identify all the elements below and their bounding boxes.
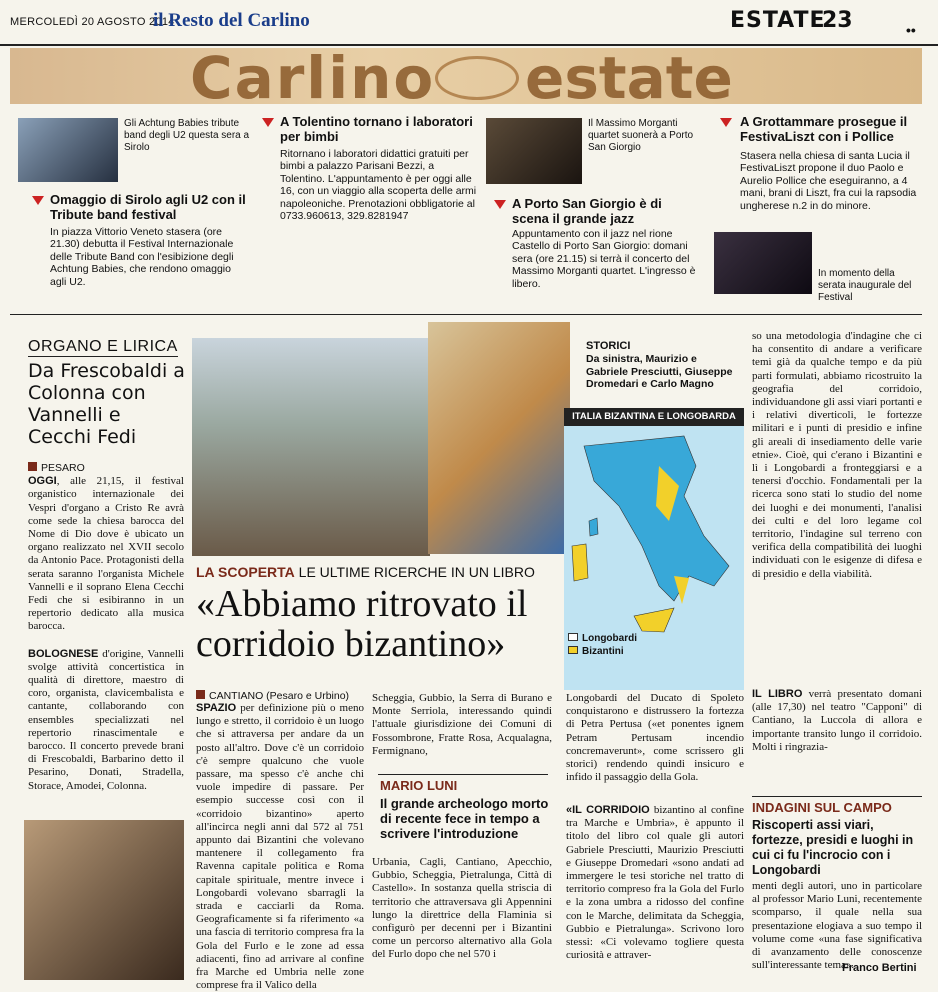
historians-photo xyxy=(192,338,430,556)
col3-text: Longobardi del Ducato di Spoleto conquistarono e distrussero la fortezza di Petra Pertusa («et ponentes ignem Petram Pertusam incendio concremaverunt», come scrissero gli storici) rendendo quindi insicuro e infido il passaggio della Gola. xyxy=(566,692,744,784)
divider xyxy=(752,796,922,797)
carlo-magno-illustration xyxy=(428,322,570,554)
masthead: il Resto del Carlino xyxy=(153,10,310,31)
box-kicker: MARIO LUNI xyxy=(380,778,458,793)
page-number: 23 xyxy=(822,8,853,33)
photo-caption-head: STORICI xyxy=(586,340,631,352)
legend-label: Bizantini xyxy=(582,646,624,657)
brief-text: Stasera nella chiesa di santa Lucia il FestivaLiszt propone il duo Paolo e Aurelio Pollice che eseguiranno, a 4 mani, brani di Liszt, fra cui la rapsodia ungherese n.2 in do minore. xyxy=(740,150,917,212)
kicker xyxy=(196,564,535,580)
legend-swatch-bizantini xyxy=(568,646,578,654)
triangle-icon xyxy=(32,196,44,205)
festivaliszt-photo xyxy=(714,232,812,294)
col2b-text: Urbania, Cagli, Cantiano, Apecchio, Gubbio, Scheggia, Pietralunga, Città di Castello». In sostanza quella striscia di territorio che attraversava gli Appennini lungo la direttrice della Flaminia si configurò per decenni per i Bizantini come un percorso alternativo alla Gola del Furlo dopo che nel 570 i xyxy=(372,856,552,961)
headline: «Abbiamo ritrovato il corridoio bizantino» xyxy=(196,583,528,665)
u2-tribute-photo xyxy=(18,118,118,182)
paragraph: verrà presentato domani (alle 17,30) nel teatro "Capponi" di Cantiano, la Luccola di allora e importante transito lungo il corridoio. Molti i ringrazia- xyxy=(752,688,922,753)
paragraph: per definizione più o meno lungo e stretto, il corridoio è un luogo che si attraversa per andare da un posto all'altro. Dove c'è un corridoio c'è sempre qualcuno che vuole passare, ma spesso c'è anche chi vuole impedire di passare. Per esempio successe così con il «corridoio bizantino» aperto all'incirca negli anni dal 572 al 751 appunto dai Bizantini che volevano mantenere il collegamento fra Ravenna capitale politica e Roma capitale spirituale, mentre invece i Longobardi volevano sbarragli la strada e cacciarli da Roma. Geograficamente si fa riferimento «a una fascia di territorio compresa fra la Gola del Furlo e le zone ad essa adiacenti, fino ad arrivare al confine fra Marche ed Umbria nelle zone comprese fra il Valico della xyxy=(196,702,364,992)
lead-word: IL LIBRO xyxy=(752,688,803,700)
organ-body xyxy=(28,462,184,793)
byline: Franco Bertini xyxy=(842,962,917,974)
carlino-estate-banner xyxy=(10,44,922,112)
issue-date: MERCOLEDÌ 20 AGOSTO 2014 xyxy=(10,16,175,28)
col4-text: so una metodologia d'indagine che ci ha consentito di andare a verificare temi già da qualche tempo e da più parti formulati, abbiamo ricostruito la geografia del corridoio, individuandone gli assi viari portanti e i relativi diverticoli, le fortezze militari e i punti di presidio e infine gli areali di insediamento delle varie etnie». Cioè, qui c'erano i Bizantini e lì i Longobardi a fronteggiarsi e a tenersi d'occhio. Fondamentali per la ricerca sono stati lo studio del nome dei luoghi e dei monumenti, l'analisi dei culti e del loro legame col territorio, l'indagine sul terreno con verifica della compatibilità dei luoghi individuati con le esigenze di difesa e di presidio e della viabilità. xyxy=(752,330,922,580)
banner-word-carlino: Carlino xyxy=(190,44,436,112)
triangle-icon xyxy=(720,118,732,127)
sun-icon xyxy=(435,56,519,100)
banner-word-estate: estate xyxy=(525,44,733,112)
brief-title: Omaggio di Sirolo agli U2 con il Tribute band festival xyxy=(50,192,246,222)
brief-text: Ritornano i laboratori didattici gratuiti per bimbi a palazzo Parisani Bezzi, a Tolentino. L'appuntamento è per oggi alle 16, con un viaggio alla scoperta delle armi napoleoniche. Prenotazioni obbligatorie al 0733.960613, 329.8281947 xyxy=(280,148,477,223)
lead-word: «IL CORRIDOIO xyxy=(566,804,650,816)
legend-swatch-longobardi xyxy=(568,633,578,641)
box-title: Il grande archeologo morto di recente fece in tempo a scrivere l'introduzione xyxy=(380,796,549,841)
brief-caption: In momento della serata inaugurale del Festival xyxy=(818,268,912,303)
paragraph: , alle 21,15, il festival organistico internazionale dei Vespri d'organo a Cristo Re avrà come sede la chiesa barocca del Nome di Dio dove è ubicato un organo realizzato nel XVII secolo da Antonio Pace. Protagonisti della serata saranno l'organista Michele Vannelli e il soprano Elena Cecchi Fedi che si esibiranno in un repertorio dedicato alla musica barocca. xyxy=(28,475,184,633)
brief-text: Appuntamento con il jazz nel rione Castello di Porto San Giorgio: domani sera (ore 21.15) si terrà il concerto del Massimo Morganti quartet. L'ingresso è libero. xyxy=(512,228,696,290)
paragraph: bizantino al confine tra Marche e Umbria», è appunto il titolo del libro col quale gli autori Gabriele Presciutti, Maurizio Presciutti e Giuseppe Dromedari «sono andati ad immergere le tesi storiche nel tratto di territorio compreso fra la Gola del Furlo e la zona umbra a ridosso del confine con le Marche, delimitata da Scheggia, Gubbio e Pietralunga». Scrivono loro stessi: «Ci volevamo togliere questa curiosità e attraver- xyxy=(566,804,744,962)
divider xyxy=(28,356,178,357)
col1-text xyxy=(196,702,364,992)
lead-word: BOLOGNESE xyxy=(28,647,99,660)
map-shape xyxy=(564,426,744,648)
paragraph: d'origine, Vannelli svolge attività concertistica in qualità di direttore, maestro di coro, organista, clavicembalista e cantante, collaborando con ensembles specializzati nel repertorio rinascimentale e barocco. Il concerto prevede brani di Frescobaldi, Barbarino detto il Pesarino, Donati, Stradella, Storace, Amodei, Colonna. xyxy=(28,647,184,792)
organist-photo xyxy=(24,820,184,980)
square-icon xyxy=(196,690,205,699)
section-name: ESTATE xyxy=(730,8,826,33)
lead-word: OGGI xyxy=(28,475,57,488)
lead-word: SPAZIO xyxy=(196,702,237,714)
italy-map xyxy=(564,408,744,690)
map-title: ITALIA BIZANTINA E LONGOBARDA xyxy=(564,408,744,426)
photo-caption: Da sinistra, Maurizio e Gabriele Presciutti, Giuseppe Dromedari e Carlo Magno xyxy=(586,353,733,390)
brief-title: A Tolentino tornano i laboratori per bimbi xyxy=(280,114,473,144)
divider xyxy=(10,314,922,315)
brief-caption: Gli Achtung Babies tribute band degli U2 questa sera a Sirolo xyxy=(124,118,250,153)
col4c-text: menti degli autori, uno in particolare al professor Mario Luni, recentemente scomparso, il quale nella sua presentazione elogiava a suo tempo il volume come «una fase significativa di avanzamento delle conoscenze sull'interessante tema». xyxy=(752,880,922,972)
divider xyxy=(378,774,548,775)
box2-title: Riscoperti assi viari, fortezze, presidi e luoghi in cui ci fu l'incrocio con i Longobardi xyxy=(752,818,914,877)
legend-label: Longobardi xyxy=(582,633,637,644)
kicker-sub: LE ULTIME RICERCHE IN UN LIBRO xyxy=(298,564,535,580)
brief-caption: Il Massimo Morganti quartet suonerà a Porto San Giorgio xyxy=(588,118,694,153)
col3b-text xyxy=(566,804,744,962)
col2-text: Scheggia, Gubbio, la Serra di Burano e Monte Serriola, interessando quindi l'attuale giurisdizione dei Comuni di Fossombrone, Fratte Rosa, Acqualagna, Fermignano, xyxy=(372,692,552,757)
organ-kicker: ORGANO E LIRICA xyxy=(28,338,178,355)
triangle-icon xyxy=(262,118,274,127)
brief-text: In piazza Vittorio Veneto stasera (ore 21.30) debutta il Festival Internazionale delle Tribute Band con l'esibizione degli Achtung Babies, che rendono omaggio agli U2. xyxy=(50,226,234,288)
kicker-main: LA SCOPERTA xyxy=(196,564,295,580)
square-icon xyxy=(28,462,37,471)
dateline: CANTIANO (Pesaro e Urbino) xyxy=(209,690,350,702)
box2-kicker: INDAGINI SUL CAMPO xyxy=(752,800,892,815)
brief-title: A Grottammare prosegue il FestivaLiszt con i Pollice xyxy=(740,114,908,144)
jazz-quartet-photo xyxy=(486,118,582,184)
col4b-text xyxy=(752,688,922,754)
brief-title: A Porto San Giorgio è di scena il grande jazz xyxy=(512,196,662,226)
legend xyxy=(568,632,637,658)
page-dots: •• xyxy=(906,22,916,38)
organ-title: Da Frescobaldi a Colonna con Vannelli e Cecchi Fedi xyxy=(28,360,185,448)
main-dateline xyxy=(196,690,349,702)
dateline: PESARO xyxy=(41,462,85,474)
triangle-icon xyxy=(494,200,506,209)
